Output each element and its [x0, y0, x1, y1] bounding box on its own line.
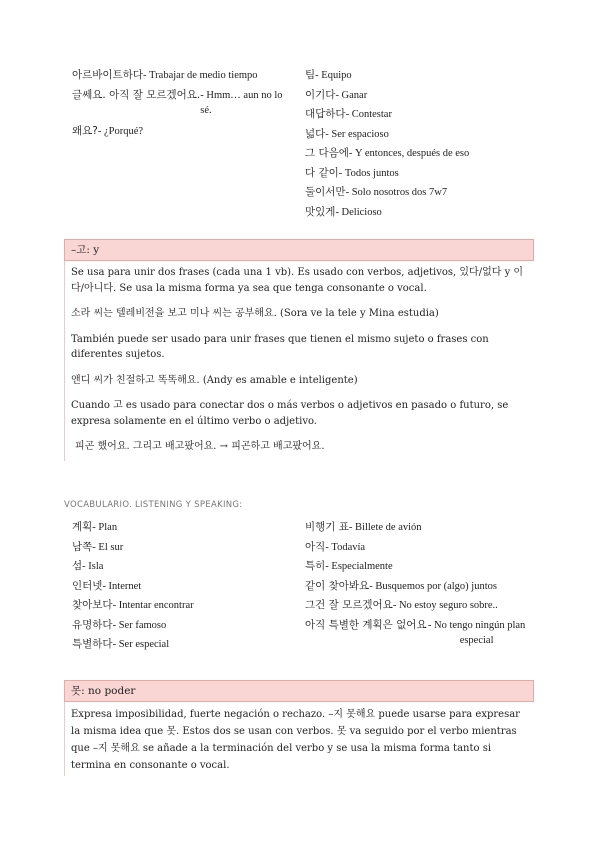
vocab2-item: 섬- Isla	[72, 560, 104, 572]
vocab2-left-column	[72, 518, 297, 655]
vocab2-item: 그건 잘 모르겠어요- No estoy seguro sobre..	[305, 599, 498, 611]
grammar-box-mot	[64, 680, 534, 776]
vocab1-item: 이기다- Ganar	[305, 88, 368, 101]
vocab2-item: 같이 찾아봐요- Busquemos por (algo) juntos	[305, 579, 497, 592]
vocab2-item: 아직- Todavía	[305, 540, 366, 553]
grammar-box-go	[64, 239, 534, 461]
grammar-example: 앤디 씨가 친절하고 똑똑해요. (Andy es amable e inteligente)	[71, 374, 358, 386]
vocab2-item: 계획- Plan	[72, 521, 118, 533]
grammar-paragraph: Se usa para unir dos frases (cada una 1 vb). Es usado con verbos, adjetivos, 있다/없다 y 이다/아니다. Se usa la misma forma ya sea que tenga consonante o vocal.	[71, 267, 524, 294]
vocab1-item: 대답하다- Contestar	[305, 108, 392, 120]
vocab1-right-column	[305, 66, 535, 222]
vocab2-item: 인터넷- Internet	[72, 579, 142, 592]
vocab2-right-column	[305, 518, 540, 648]
vocab2-item: 찾아보다- Intentar encontrar	[72, 599, 194, 611]
vocab2-item: 특별하다- Ser especial	[72, 638, 170, 650]
grammar-example: 피곤 했어요. 그리고 배고팠어요. → 피곤하고 배고팠어요.	[75, 441, 325, 452]
vocab2-item: 남쪽- El sur	[72, 540, 124, 553]
vocab1-item: 아르바이트하다- Trabajar de medio tiempo	[72, 69, 258, 81]
grammar-box-body	[64, 261, 534, 461]
vocab1-item: 둘이서만- Solo nosotros dos 7w7	[305, 186, 448, 198]
section-title: VOCABULARIO. LISTENING Y SPEAKING:	[64, 500, 243, 510]
vocab2-item: 아직 특별한 계획은 없어요 - No tengo ningún plan especial	[305, 618, 526, 646]
vocab1-item: 맛있게- Delicioso	[305, 205, 382, 218]
vocab1-item: 팀- Equipo	[305, 69, 352, 81]
grammar-paragraph: También puede ser usado para unir frases que tienen el mismo sujeto o frases con diferentes sujetos.	[71, 333, 489, 360]
vocab1-item: 그 다음에- Y entonces, después de eso	[305, 147, 470, 159]
vocab1-left-column	[72, 66, 297, 141]
vocab2-item: 특히- Especialmente	[305, 560, 393, 572]
vocab1-item: 왜요?- ¿Porqué?	[72, 124, 144, 137]
vocab1-item: 글쎄요. 아직 잘 모르겠어요. - Hmm… aun no lo sé.	[72, 88, 283, 116]
grammar-box-header: 못: no poder	[64, 680, 534, 702]
vocab2-item: 비행기 표- Billete de avión	[305, 521, 422, 533]
vocab2-item: 유명하다- Ser famoso	[72, 618, 167, 631]
grammar-box-body	[64, 702, 534, 776]
vocab1-item: 넓다- Ser espacioso	[305, 127, 389, 140]
vocab1-item: 다 같이- Todos juntos	[305, 166, 399, 179]
grammar-paragraph: Cuando 고 es usado para conectar dos o más verbos o adjetivos en pasado o futuro, se expresa solamente en el último verbo o adjetivo.	[71, 400, 509, 427]
grammar-example: 소라 씨는 텔레비전을 보고 미나 씨는 공부해요. (Sora ve la tele y Mina estudia)	[71, 308, 439, 319]
grammar-paragraph: Expresa imposibilidad, fuerte negación o rechazo. –지 못해요 puede usarse para expresar la misma idea que 못. Estos dos se usan con verbos. 못 va seguido por el verbo mientras que –지 못해요 se añade a la terminación del verbo y se usa la misma forma tanto si termina en consonante o vocal.	[71, 709, 520, 771]
grammar-box-header: –고: y	[64, 239, 534, 261]
